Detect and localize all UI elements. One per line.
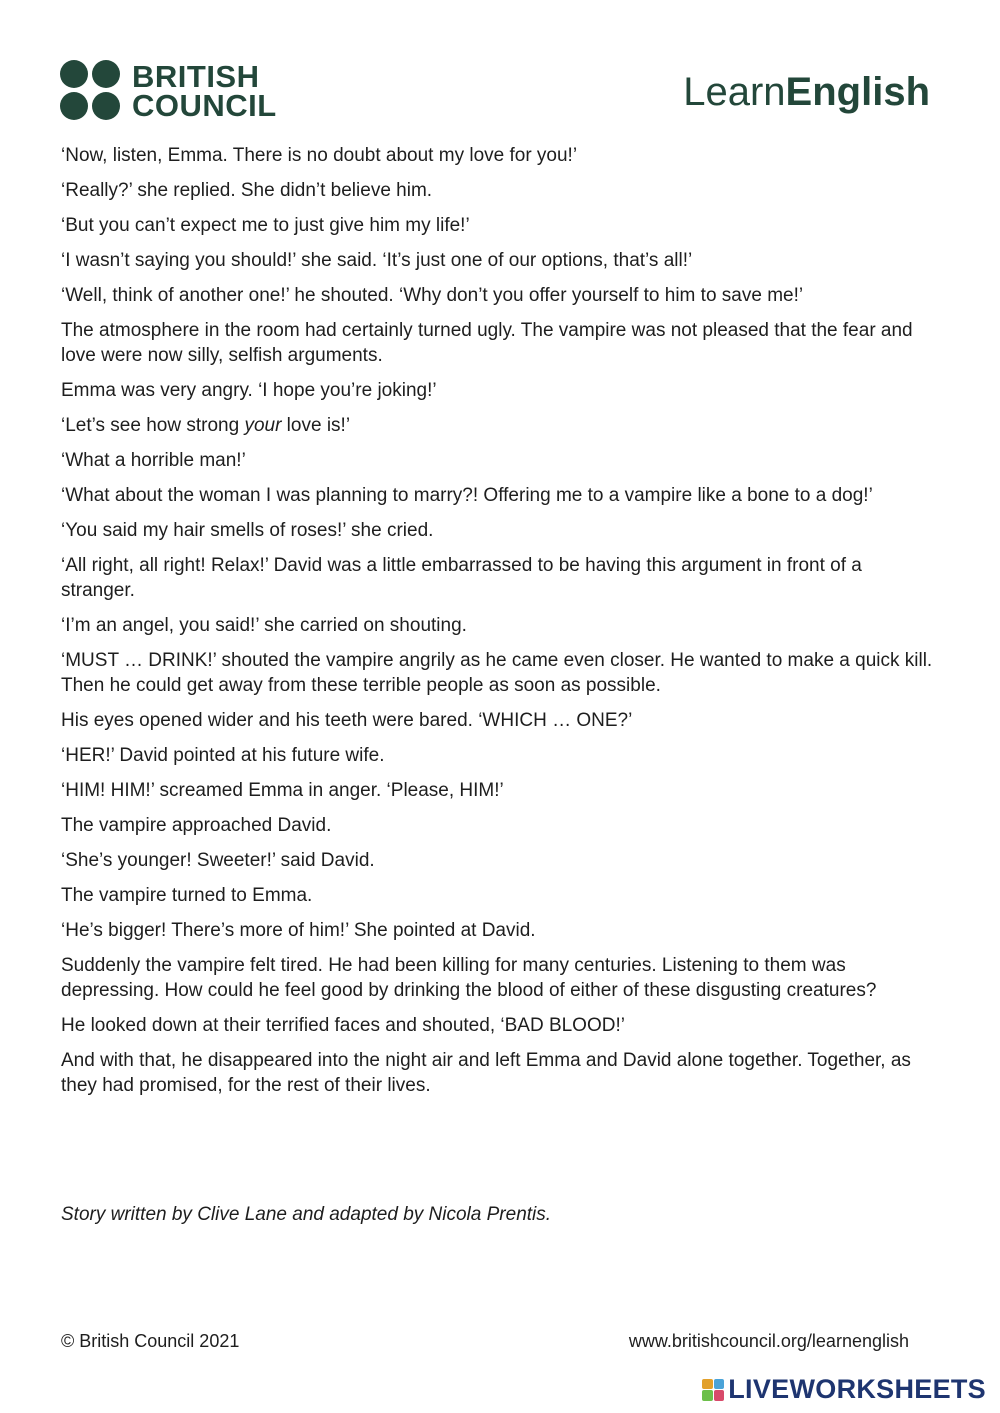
paragraph: ‘She’s younger! Sweeter!’ said David. bbox=[61, 850, 375, 871]
bc-line-1: BRITISH bbox=[132, 59, 260, 94]
paragraph: ‘Now, listen, Emma. There is no doubt about my love for you!’ bbox=[61, 145, 578, 166]
british-council-logo bbox=[60, 60, 277, 122]
paragraph: ‘HIM! HIM!’ screamed Emma in anger. ‘Please, HIM!’ bbox=[61, 780, 504, 801]
paragraph: ‘I’m an angel, you said!’ she carried on shouting. bbox=[61, 615, 467, 636]
paragraph: ‘You said my hair smells of roses!’ she cried. bbox=[61, 520, 434, 541]
paragraph: ‘Really?’ she replied. She didn’t believe him. bbox=[61, 180, 433, 201]
english-word: English bbox=[785, 70, 930, 114]
footer-url[interactable]: www.britishcouncil.org/learnenglish bbox=[628, 1331, 909, 1351]
liveworksheets-logo bbox=[702, 1374, 986, 1405]
learnenglish-logo bbox=[683, 70, 930, 115]
british-council-wordmark bbox=[132, 59, 277, 123]
paragraph-strong-love bbox=[61, 413, 941, 438]
paragraph: He looked down at their terrified faces and shouted, ‘BAD BLOOD!’ bbox=[61, 1015, 625, 1036]
bc-line-2: COUNCIL bbox=[132, 88, 277, 123]
paragraph: The atmosphere in the room had certainly turned ugly. The vampire was not pleased that the fear and love were now silly, selfish arguments. bbox=[61, 320, 913, 366]
paragraph: ‘MUST … DRINK!’ shouted the vampire angrily as he came even closer. He wanted to make a quick kill. Then he could get away from these terrible people as soon as possible. bbox=[61, 650, 933, 696]
paragraph: ‘All right, all right! Relax!’ David was a little embarrassed to be having this argument in front of a stranger. bbox=[61, 555, 862, 601]
page-header bbox=[0, 0, 1000, 140]
paragraph: ‘But you can’t expect me to just give him my life!’ bbox=[61, 215, 470, 236]
strong-line-before: ‘Let’s see how strong bbox=[61, 415, 245, 436]
paragraph: ‘He’s bigger! There’s more of him!’ She pointed at David. bbox=[61, 920, 536, 941]
paragraph: Suddenly the vampire felt tired. He had been killing for many centuries. Listening to them was depressing. How could he feel good by drinking the blood of either of these disgusting creatures? bbox=[61, 955, 877, 1001]
paragraph: ‘I wasn’t saying you should!’ she said. ‘It’s just one of our options, that’s all!’ bbox=[61, 250, 693, 271]
british-council-dots-icon bbox=[60, 60, 122, 122]
strong-line-italic: your bbox=[244, 415, 282, 436]
liveworksheets-wordmark: LIVEWORKSHEETS bbox=[728, 1374, 986, 1404]
copyright-notice: © British Council 2021 bbox=[61, 1331, 240, 1351]
paragraph: Emma was very angry. ‘I hope you’re joking!’ bbox=[61, 380, 437, 401]
paragraph: ‘HER!’ David pointed at his future wife. bbox=[61, 745, 385, 766]
learn-word: Learn bbox=[683, 70, 786, 114]
paragraph: And with that, he disappeared into the night air and left Emma and David alone together. Together, as they had promised, for the rest of their lives. bbox=[61, 1050, 911, 1096]
paragraph: His eyes opened wider and his teeth were bared. ‘WHICH … ONE?’ bbox=[61, 710, 633, 731]
paragraph: The vampire turned to Emma. bbox=[61, 885, 313, 906]
story-text bbox=[61, 143, 941, 1108]
strong-line-after: love is!’ bbox=[281, 415, 351, 436]
paragraph: The vampire approached David. bbox=[61, 815, 332, 836]
paragraph: ‘What about the woman I was planning to marry?! Offering me to a vampire like a bone to a dog!’ bbox=[61, 485, 873, 506]
paragraph: ‘What a horrible man!’ bbox=[61, 450, 246, 471]
story-credit: Story written by Clive Lane and adapted by Nicola Prentis. bbox=[61, 1204, 552, 1225]
paragraph: ‘Well, think of another one!’ he shouted. ‘Why don’t you offer yourself to him to save me!’ bbox=[61, 285, 804, 306]
liveworksheets-icon bbox=[702, 1379, 724, 1401]
